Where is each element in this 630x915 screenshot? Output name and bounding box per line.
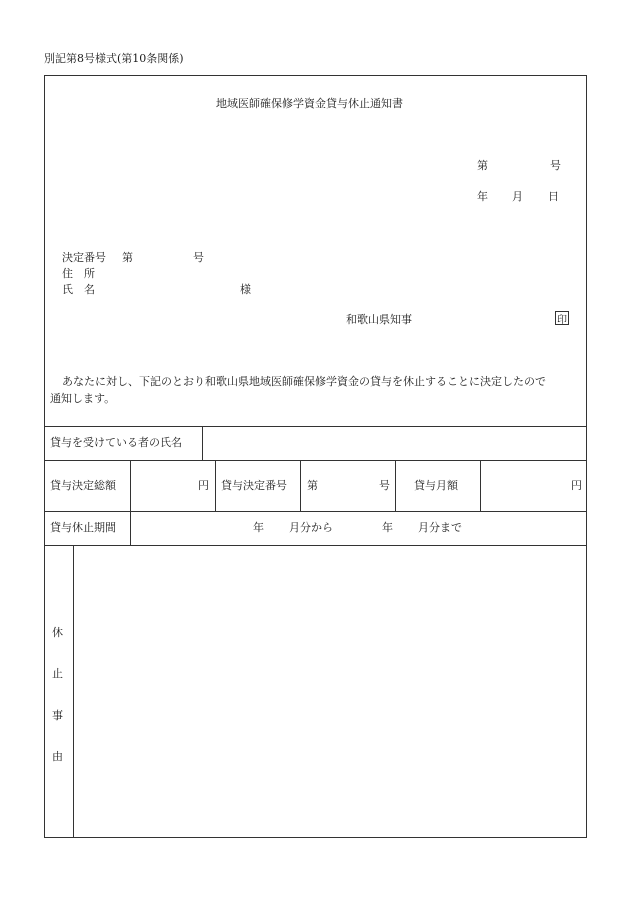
body-text-line-2: 通知します。 [50, 392, 116, 405]
amount-col-divider-1 [215, 460, 216, 511]
decision-number-suffix: 号 [193, 251, 204, 264]
amount-col-divider-4 [480, 460, 481, 511]
date-day: 日 [548, 190, 559, 203]
period-year-1: 年 [253, 521, 264, 534]
table-number-suffix: 号 [379, 479, 390, 492]
honorific: 様 [240, 283, 251, 296]
label-col-divider [130, 460, 131, 545]
reason-text-area [74, 546, 586, 837]
total-amount-yen: 円 [198, 479, 209, 492]
form-label: 別記第8号様式(第10条関係) [44, 52, 184, 65]
reason-label-char: 休 [52, 626, 63, 639]
suspension-period-label: 貸与休止期間 [50, 521, 116, 534]
name-row-divider [202, 426, 203, 460]
period-year-2: 年 [382, 521, 393, 534]
row-divider-2 [44, 511, 587, 512]
decision-number-cell-label: 貸与決定番号 [221, 479, 287, 492]
date-month: 月 [512, 190, 523, 203]
doc-number-prefix: 第 [477, 159, 488, 172]
table-number-prefix: 第 [307, 479, 318, 492]
document-title: 地域医師確保修学資金貸与休止通知書 [216, 97, 403, 110]
name-label: 氏 名 [62, 283, 95, 296]
reason-label-char: 止 [52, 667, 63, 680]
table-top-line [44, 426, 587, 427]
seal-mark: 印 [555, 311, 569, 325]
decision-number-prefix: 第 [122, 251, 133, 264]
borrower-name-label: 貸与を受けている者の氏名 [50, 436, 182, 449]
reason-label-char: 由 [52, 750, 63, 763]
issuer: 和歌山県知事 [346, 313, 412, 326]
decision-number-label: 決定番号 [62, 251, 106, 264]
monthly-amount-yen: 円 [571, 479, 582, 492]
period-from: 月分から [289, 521, 333, 534]
amount-col-divider-3 [395, 460, 396, 511]
period-to: 月分まで [418, 521, 462, 534]
row-divider-1 [44, 460, 587, 461]
doc-number-suffix: 号 [550, 159, 561, 172]
amount-col-divider-2 [300, 460, 301, 511]
address-label: 住 所 [62, 267, 95, 280]
total-amount-label: 貸与決定総額 [50, 479, 116, 492]
reason-label-char: 事 [52, 709, 63, 722]
date-year: 年 [477, 190, 488, 203]
body-text-line-1: あなたに対し、下記のとおり和歌山県地域医師確保修学資金の貸与を休止することに決定したので [62, 375, 546, 388]
monthly-amount-label: 貸与月額 [414, 479, 458, 492]
